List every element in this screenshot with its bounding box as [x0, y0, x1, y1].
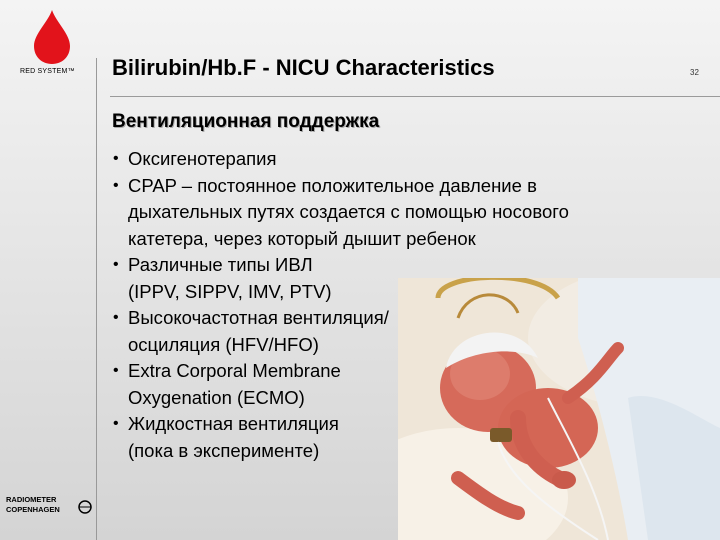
bullet-text-line: Различные типы ИВЛ [128, 254, 313, 275]
bullet-symbol: • [113, 309, 119, 326]
bullet-text-line: (пока в эксперименте) [128, 439, 320, 461]
bullet-text-line: Высокочастотная вентиляция/ [128, 307, 389, 328]
radiometer-line1: RADIOMETER [6, 495, 57, 504]
bullet-text-line: Оксигенотерапия [128, 148, 277, 169]
bullet-list [110, 146, 690, 464]
section-subtitle: Вентиляционная поддержка [112, 111, 380, 132]
radiometer-line2: COPENHAGEN [6, 505, 60, 514]
page-title: Bilirubin/Hb.F - NICU Characteristics [112, 55, 495, 80]
bullet-symbol: • [113, 150, 119, 167]
bullet-symbol: • [113, 415, 119, 432]
bullet-text-line: Extra Corporal Membrane [128, 360, 341, 381]
bullet-item [110, 173, 690, 253]
bullet-item [110, 358, 690, 411]
bullet-symbol: • [113, 176, 119, 194]
bullet-text-line: Oxygenation (ECMO) [128, 386, 305, 408]
bullet-item [110, 305, 690, 358]
vertical-divider [96, 58, 97, 540]
red-drop-logo [30, 8, 74, 66]
bullet-text-line: осциляция (HFV/HFO) [128, 333, 319, 355]
bullet-text-line: катетера, через который дышит ребенок [128, 227, 476, 249]
bullet-text-line: Жидкостная вентиляция [128, 413, 339, 434]
red-system-label: RED SYSTEM™ [20, 68, 75, 75]
radiometer-logo [6, 494, 92, 516]
bullet-item [110, 252, 690, 305]
page-number: 32 [690, 68, 699, 77]
bullet-text-line: CPAP – постоянное положительное давление в [128, 174, 537, 196]
bullet-symbol: • [113, 256, 119, 273]
bullet-item [110, 146, 690, 173]
bullet-text-line: (IPPV, SIPPV, IMV, PTV) [128, 280, 332, 302]
bullet-symbol: • [113, 362, 119, 379]
bullet-text-line: дыхательных путях создается с помощью носового [128, 201, 569, 222]
bullet-item [110, 411, 690, 464]
title-divider [110, 96, 720, 97]
